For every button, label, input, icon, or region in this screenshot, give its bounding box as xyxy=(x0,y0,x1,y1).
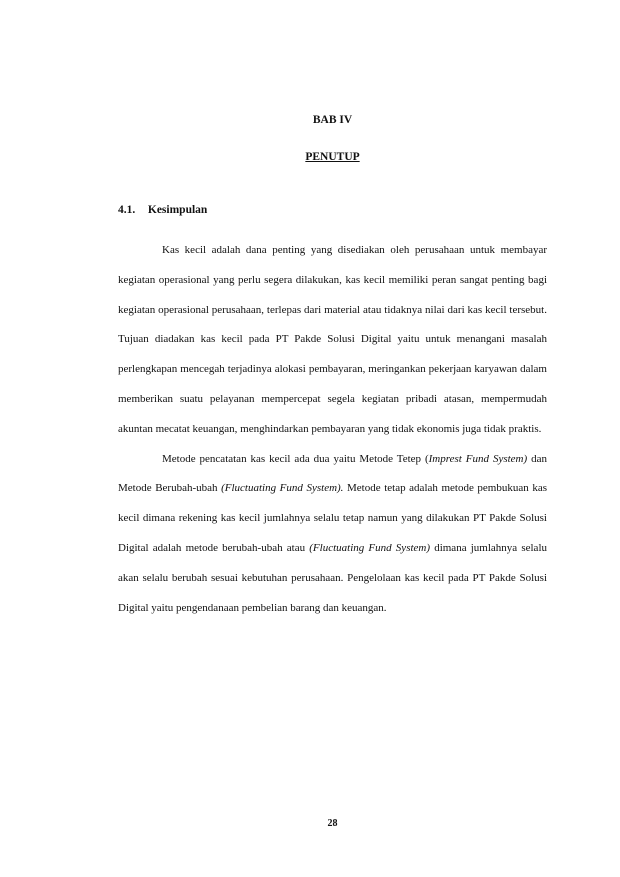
paragraph-2-italic-3: (Fluctuating Fund System) xyxy=(309,541,431,554)
paragraph-2 xyxy=(118,445,547,624)
page-number: 28 xyxy=(327,818,338,829)
body-text xyxy=(118,236,547,623)
chapter-title: PENUTUP xyxy=(305,151,360,163)
section-title: Kesimpulan xyxy=(147,204,208,216)
paragraph-1: Kas kecil adalah dana penting yang disediakan oleh perusahaan untuk membayar kegiatan operasional yang perlu segera dilakukan, kas kecil memiliki peran sangat penting bagi kegiatan operasional perusahaan, terlepas dari material atau tidaknya nilai dari kas kecil tersebut. Tujuan diadakan kas kecil pada PT Pakde Solusi Digital yaitu untuk menangani masalah perlengkapan mencegah terjadinya alokasi pembayaran, meringankan pekerjaan karyawan dalam memberikan suatu pelayanan mempercepat segela kegiatan pribadi atasan, mempermudah akuntan mecatat keuangan, menghindarkan pembayaran yang tidak ekonomis juga tidak praktis. xyxy=(118,244,547,435)
paragraph-2-text-1: Metode pencatatan kas kecil ada dua yaitu Metode Tetep ( xyxy=(162,452,429,465)
chapter-heading: BAB IV xyxy=(312,114,353,126)
section-heading xyxy=(118,204,207,216)
paragraph-2-text-4: dimana jumlahnya selalu akan selalu berubah sesuai kebutuhan perusahaan. Pengelolaan kas kecil pada PT Pakde Solusi Digital yaitu pengendanaan pembelian barang dan keuangan. xyxy=(118,541,548,614)
paragraph-2-text-2: dan Metode Berubah-ubah xyxy=(118,452,547,495)
paragraph-2-italic-2: (Fluctuating Fund System). xyxy=(221,482,344,495)
section-number: 4.1. xyxy=(118,204,136,216)
paragraph-2-italic-1: Imprest Fund System) xyxy=(428,452,528,465)
paragraph-2-text-3: Metode tetap adalah metode pembukuan kas kecil dimana rekening kas kecil jumlahnya selalu tetap namun yang dilakukan PT Pakde Solusi Digital adalah metode berubah-ubah atau xyxy=(118,482,547,554)
